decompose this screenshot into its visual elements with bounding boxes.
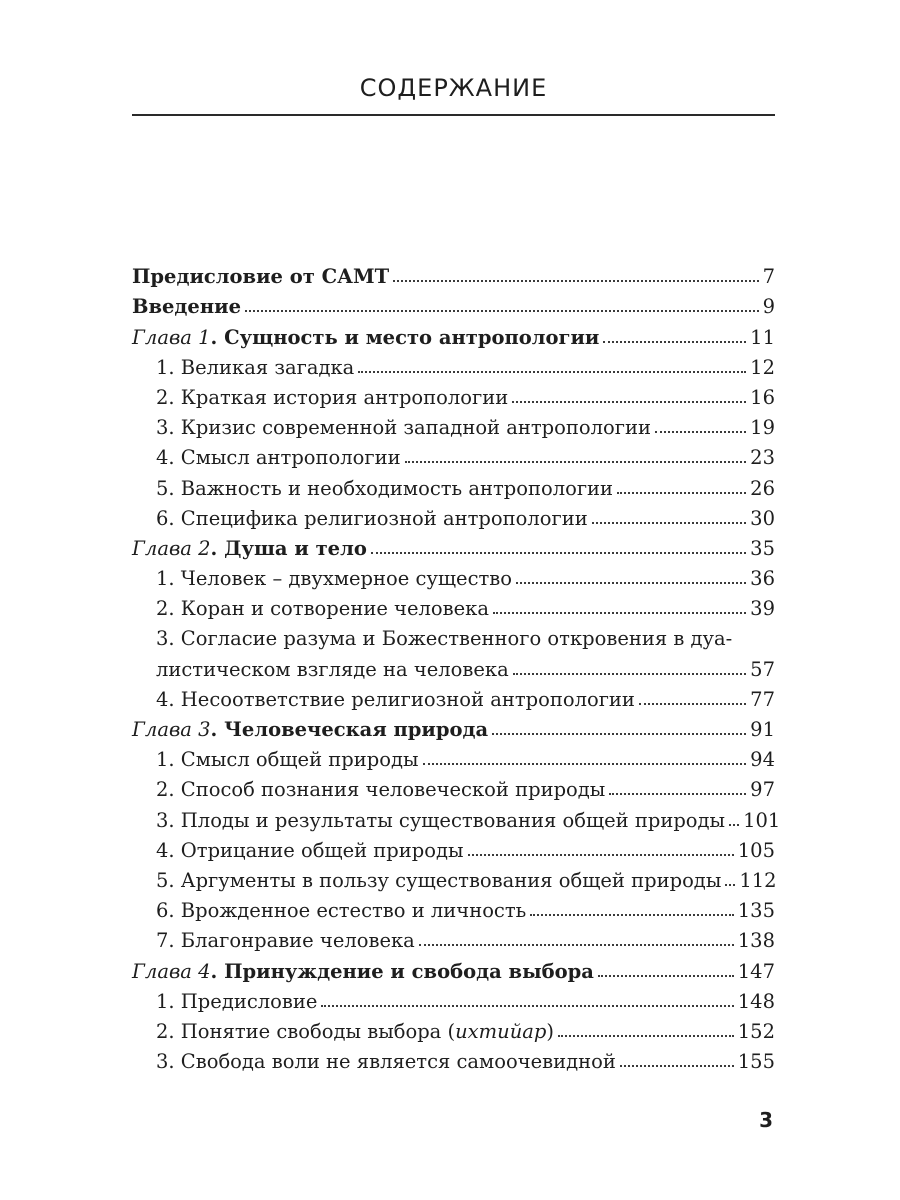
dot-leader [405,461,747,463]
toc-chapter-3[interactable] [132,711,775,741]
toc-section[interactable] [132,439,775,469]
toc-page-number: 57 [750,657,775,681]
toc-section[interactable] [132,349,775,379]
toc-entry-label: Введение [132,295,241,319]
chapter-title: . Сущность и место антропологии [210,325,600,349]
chapter-word: Глава 1 [132,325,211,349]
section-label: 2. Способ познания человеческой природы [156,778,606,802]
toc-section[interactable] [132,590,775,620]
toc-chapter-4[interactable] [132,952,775,982]
toc-page-number: 147 [737,959,775,983]
section-label: 5. Важность и необходимость антропологии [156,476,614,500]
toc-section[interactable] [132,500,775,530]
toc-page-number: 39 [750,597,775,621]
toc-page-number: 105 [737,838,775,862]
section-label: 6. Врожденное естество и личность [156,899,527,923]
dot-leader [558,1035,734,1037]
toc-section[interactable] [132,1013,775,1043]
page-title: СОДЕРЖАНИЕ [359,74,548,102]
toc-page-number: 7 [762,265,775,289]
toc-section-continuation[interactable] [132,650,775,680]
dot-leader [512,401,746,403]
toc-page-number: 19 [750,416,775,440]
section-label: 7. Благонравие человека [156,929,415,953]
section-label: 4. Отрицание общей природы [156,838,464,862]
toc-section[interactable] [132,983,775,1013]
toc-page-number: 152 [737,1019,775,1043]
title-rule [132,114,775,116]
dot-leader [321,1005,733,1007]
dot-leader [419,944,734,946]
section-label: 4. Смысл антропологии [156,446,401,470]
toc-section[interactable] [132,771,775,801]
chapter-heading [132,960,594,983]
dot-leader [423,763,747,765]
chapter-heading [132,718,488,741]
toc-page-number: 148 [737,989,775,1013]
page-number: 3 [759,1108,773,1132]
toc-section[interactable] [132,832,775,862]
section-label: 2. Коран и сотворение человека [156,597,489,621]
toc-section[interactable] [132,862,775,892]
section-label: 1. Великая загадка [156,355,355,379]
section-label-italic-term: ихтийар [455,1019,547,1043]
dot-leader [245,310,759,312]
chapter-word: Глава 3 [132,718,211,741]
toc-page-number: 36 [750,567,775,591]
section-label-line1: 3. Согласие разума и Божественного откровения в дуа- [156,627,733,651]
dot-leader [592,522,746,524]
dot-leader [371,552,746,554]
toc-page-number: 30 [750,506,775,530]
chapter-heading [132,537,367,560]
toc-section[interactable] [132,922,775,952]
toc-entry-label: Предисловие от САМТ [132,265,390,289]
dot-leader [639,703,746,705]
section-label-pre: 2. Понятие свободы выбора ( [156,1019,456,1043]
section-label: 1. Человек – двухмерное существо [156,567,513,591]
toc-page-number: 97 [750,778,775,802]
section-label: 1. Смысл общей природы [156,748,419,772]
chapter-heading [132,326,599,349]
dot-leader [617,492,746,494]
section-label: 3. Свобода воли не является самоочевидной [156,1050,616,1074]
toc-page-number: 77 [750,687,775,711]
toc-section[interactable] [132,469,775,499]
section-label-line2: листическом взгляде на человека [156,657,509,681]
table-of-contents [132,258,781,1074]
chapter-word: Глава 4 [132,959,211,983]
dot-leader [516,582,746,584]
toc-page-number: 155 [737,1050,775,1074]
toc-page-number: 138 [737,929,775,953]
section-label-post: ) [546,1019,554,1043]
dot-leader [530,914,734,916]
chapter-title: . Душа и тело [210,536,367,560]
toc-section[interactable] [132,801,781,832]
dot-leader [513,673,746,675]
section-label: 1. Предисловие [156,989,318,1013]
dot-leader [655,431,746,433]
toc-page-number: 135 [737,899,775,923]
toc-page-number: 9 [762,295,775,319]
chapter-title: . Принуждение и свобода выбора [210,959,594,983]
toc-section[interactable] [132,741,775,771]
section-label: 6. Специфика религиозной антропологии [156,506,588,530]
toc-section[interactable] [132,409,775,439]
toc-entry-preface[interactable] [132,258,775,288]
section-label: 2. Краткая история антропологии [156,385,509,409]
toc-page-number: 35 [750,536,775,560]
section-label: 4. Несоответствие религиозной антропологии [156,687,635,711]
dot-leader [358,371,746,373]
dot-leader [492,733,746,735]
dot-leader [393,280,758,282]
toc-chapter-2[interactable] [132,530,775,560]
dot-leader [493,612,746,614]
dot-leader [620,1065,734,1067]
toc-page-number: 12 [750,355,775,379]
section-label: 3. Кризис современной западной антропологии [156,416,651,440]
toc-section[interactable] [132,379,775,409]
section-label: 3. Плоды и результаты существования общей природы [156,808,726,832]
section-label: 5. Аргументы в пользу существования общей природы [156,868,722,892]
dot-leader [598,975,734,977]
dot-leader [609,793,746,795]
toc-page-number: 16 [750,385,775,409]
toc-page-number: 112 [739,868,777,892]
toc-page-number: 11 [750,325,775,349]
toc-page-number: 101 [743,808,781,832]
dot-leader [725,884,735,886]
toc-page-number: 94 [750,748,775,772]
toc-section[interactable] [132,681,775,711]
toc-chapter-1[interactable] [132,318,775,348]
chapter-title: . Человеческая природа [210,718,489,741]
toc-section[interactable] [132,560,775,590]
toc-page-number: 91 [750,718,775,741]
toc-section-multiline[interactable] [132,620,775,650]
chapter-word: Глава 2 [132,536,211,560]
dot-leader [729,824,739,826]
toc-page-number: 23 [750,446,775,470]
toc-section[interactable] [132,1043,775,1073]
toc-page-number: 26 [750,476,775,500]
section-label [156,1020,554,1043]
dot-leader [603,341,746,343]
toc-entry-intro[interactable] [132,288,775,318]
toc-section[interactable] [132,892,775,922]
dot-leader [468,854,734,856]
